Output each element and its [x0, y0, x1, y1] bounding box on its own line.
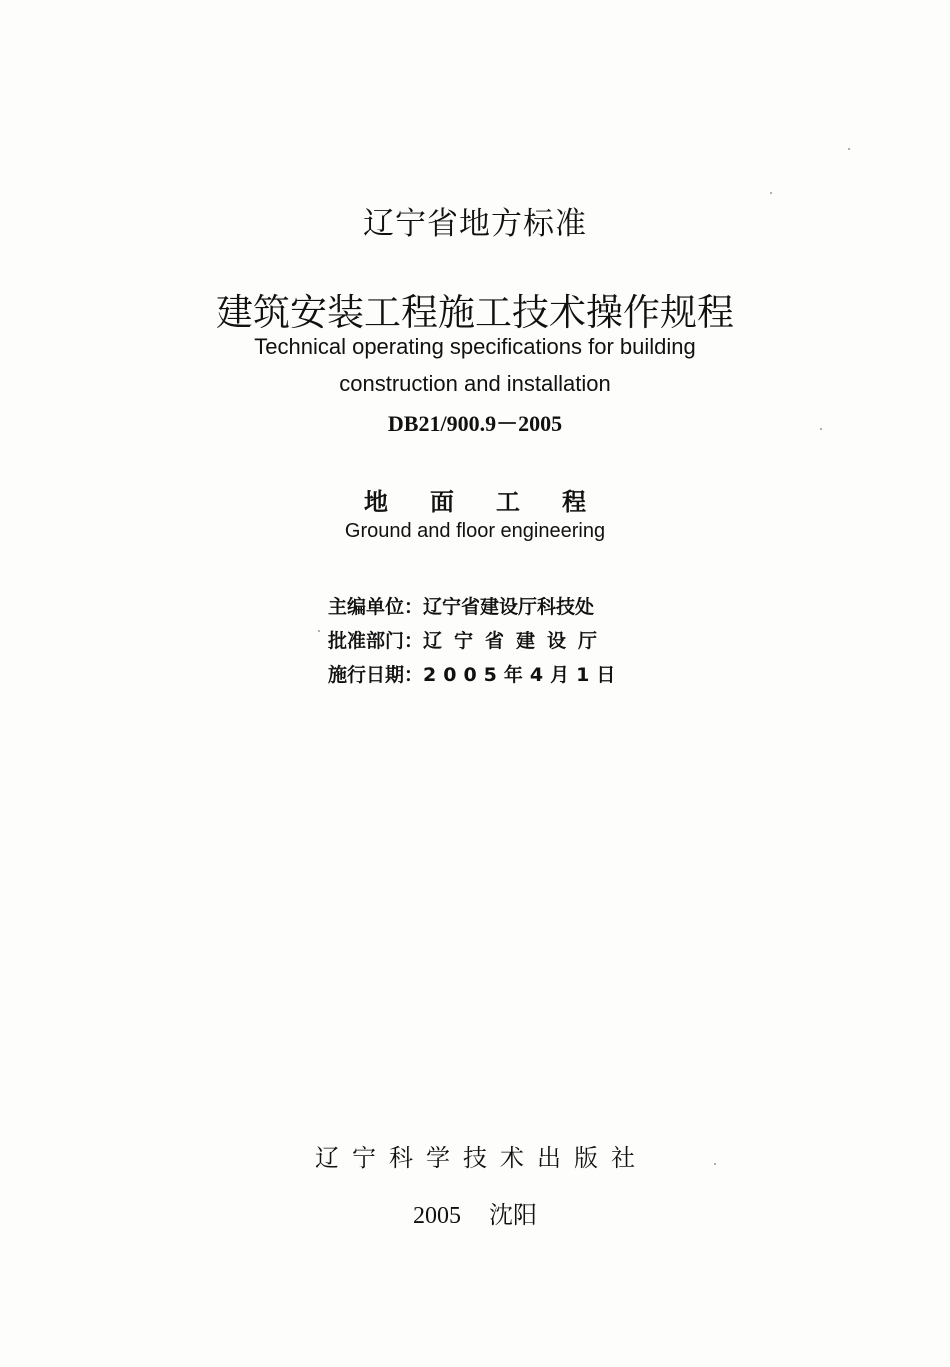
publisher-name: 辽宁科学技术出版社 [315, 1144, 648, 1172]
section-title-english: Ground and floor engineering [344, 520, 606, 542]
standard-code: DB21/900.9－2005 [387, 411, 563, 436]
publication-city: 沈阳 [489, 1201, 537, 1229]
scan-speck [714, 1163, 716, 1165]
editor-label: 主编单位： [328, 596, 424, 618]
scan-speck [820, 428, 822, 430]
section-title-chinese: 地面工程 [364, 488, 628, 516]
publication-place [0, 1195, 950, 1230]
scan-speck [318, 630, 320, 632]
title-english-line-1: Technical operating specifications for building [254, 334, 696, 359]
date-row [328, 658, 622, 692]
editor-row [328, 590, 622, 624]
standard-type-heading: 辽宁省地方标准 [363, 206, 587, 242]
editor-value: 辽宁省建设厅科技处 [423, 596, 595, 618]
publication-year: 2005 [413, 1203, 461, 1229]
date-value: 2005年4月1日 [423, 664, 623, 686]
approver-value: 辽宁省建设厅 [423, 630, 610, 652]
scan-speck [770, 192, 772, 194]
scan-speck [848, 148, 850, 150]
date-label: 施行日期： [328, 664, 424, 686]
info-block [328, 590, 622, 692]
title-chinese: 建筑安装工程施工技术操作规程 [216, 291, 734, 334]
title-english-line-2: construction and installation [339, 371, 611, 396]
approver-label: 批准部门： [328, 630, 424, 652]
approver-row [328, 624, 622, 658]
